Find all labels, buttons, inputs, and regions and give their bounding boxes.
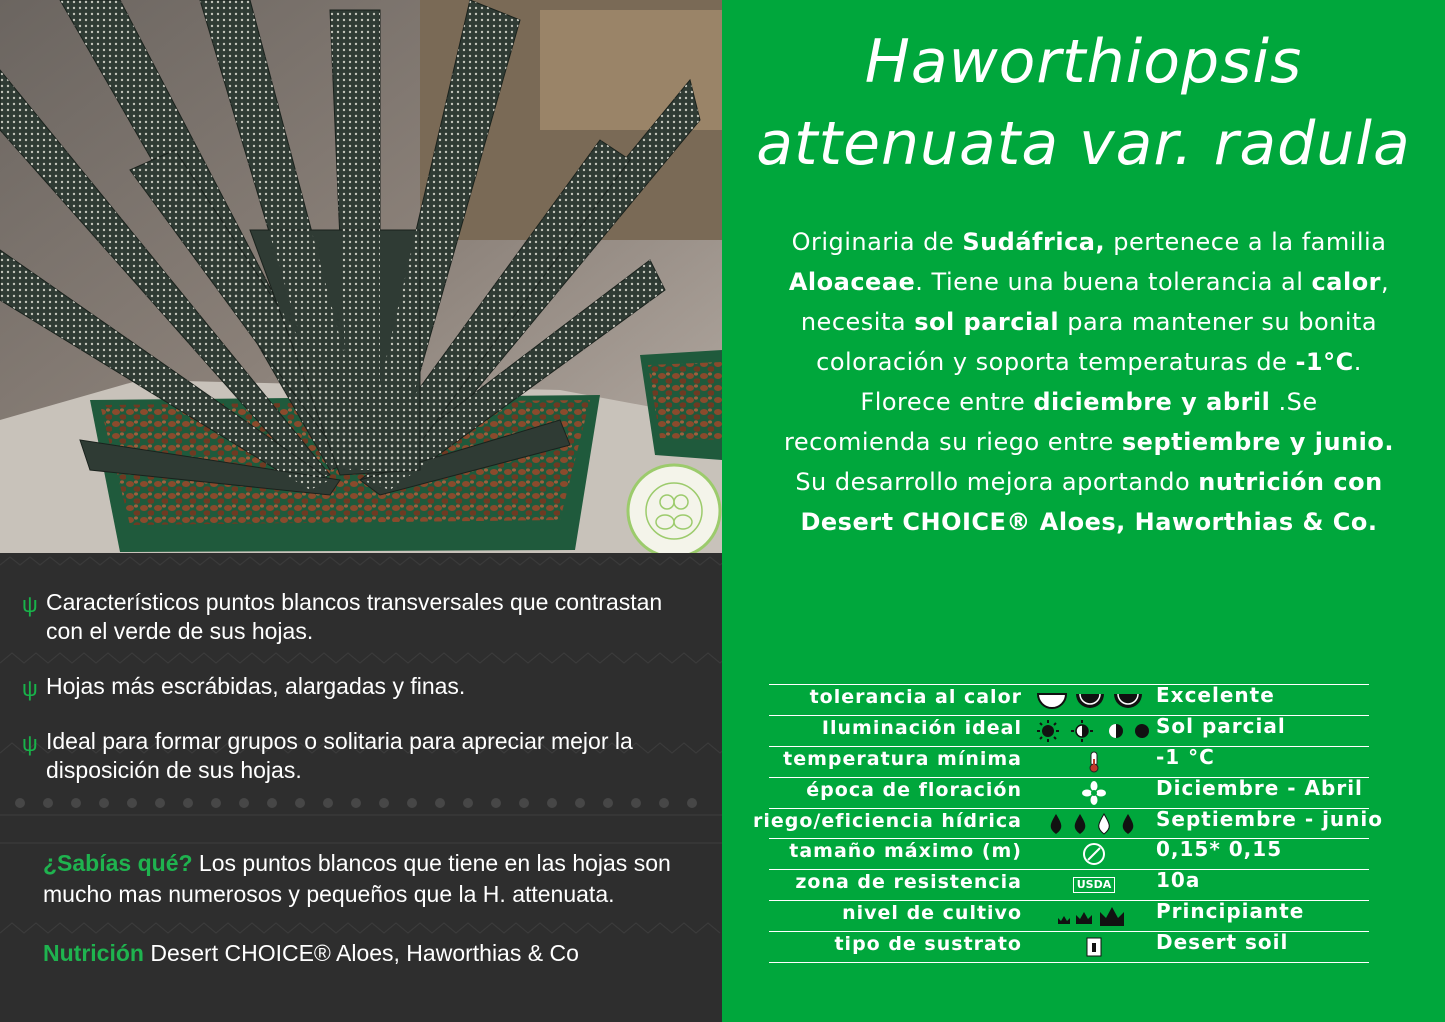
heat-gauge-icon xyxy=(1034,687,1154,713)
plant-photo xyxy=(0,0,722,553)
water-drop-icon xyxy=(1034,811,1154,837)
spec-row-light xyxy=(769,715,1369,746)
spec-value: Excelente xyxy=(1156,683,1275,707)
spec-value: Septiembre - junio xyxy=(1156,806,1384,831)
nutrition-label: Nutrición xyxy=(43,940,144,966)
soil-bag-icon xyxy=(1034,934,1154,960)
features-panel xyxy=(0,553,722,1022)
feature-text: Característicos puntos blancos transversales que contrastan con el verde de sus hojas. xyxy=(46,589,663,644)
spec-row-level xyxy=(769,900,1369,931)
feature-list xyxy=(22,588,702,811)
feature-item xyxy=(22,727,702,785)
spec-row-size xyxy=(769,838,1369,869)
spec-label: nivel de cultivo xyxy=(842,902,1022,925)
feature-text: Ideal para formar grupos o solitaria para apreciar mejor la disposición de sus hojas. xyxy=(46,728,633,783)
spec-row-zone xyxy=(769,869,1369,900)
did-you-know xyxy=(43,848,703,910)
pet-safe-badge-icon xyxy=(625,462,722,553)
nutrition-note xyxy=(43,939,703,968)
species-title-line1: Haworthiopsis xyxy=(864,27,1303,97)
feature-item xyxy=(22,672,702,701)
thermometer-icon xyxy=(1034,749,1154,775)
spec-value: Diciembre - Abril xyxy=(1156,775,1363,800)
cactus-icon: ψ xyxy=(22,592,38,617)
spec-value: Sol parcial xyxy=(1156,713,1286,738)
spec-row-temp xyxy=(769,746,1369,777)
cactus-icon: ψ xyxy=(22,731,38,756)
info-panel xyxy=(722,0,1445,1022)
feature-text: Hojas más escrábidas, alargadas y finas. xyxy=(46,673,466,699)
spec-row-substrate xyxy=(769,931,1369,963)
species-description: Originaria de Sudáfrica, pertenece a la familia Aloaceae. Tiene una buena tolerancia al calor, necesita sol parcial para mantener su bonita coloración y soporta temperaturas de -1°C. Florece entre diciembre y abril .Se recomienda su riego entre septiembre y junio. Su desarrollo mejora aportando nutrición con Desert CHOICE® Aloes, Haworthias & Co. xyxy=(784,228,1394,536)
did-you-know-text: Los puntos blancos que tiene en las hojas son mucho mas numerosos y pequeños que la H. attenuata. xyxy=(43,850,671,907)
spec-label: riego/eficiencia hídrica xyxy=(752,809,1022,832)
spec-row-bloom xyxy=(769,777,1369,808)
spec-label: época de floración xyxy=(806,778,1022,801)
ruler-icon xyxy=(1034,841,1154,867)
spec-label: temperatura mínima xyxy=(783,747,1022,770)
spec-row-water xyxy=(752,806,1384,839)
spec-value: -1 °C xyxy=(1156,744,1215,769)
sun-icon xyxy=(1034,718,1154,744)
species-title-line2: attenuata var. radula xyxy=(756,109,1411,179)
nutrition-text: Desert CHOICE® Aloes, Haworthias & Co xyxy=(143,940,579,966)
cactus-icon: ψ xyxy=(22,676,38,701)
spec-label: zona de resistencia xyxy=(795,871,1022,894)
spec-value: Principiante xyxy=(1156,899,1305,924)
spec-label: tolerancia al calor xyxy=(809,686,1022,708)
spec-row-heat xyxy=(769,684,1369,715)
feature-item xyxy=(22,588,702,646)
spec-value: 10a xyxy=(1156,868,1201,893)
crown-icon xyxy=(1034,903,1154,929)
spec-label: Iluminación ideal xyxy=(821,716,1022,739)
spec-label: tamaño máximo (m) xyxy=(789,840,1022,863)
flower-icon xyxy=(1034,780,1154,806)
plant-photo-illustration xyxy=(0,0,722,553)
did-you-know-label: ¿Sabías qué? xyxy=(43,850,193,876)
left-panel xyxy=(0,0,722,1022)
usda-icon xyxy=(1034,872,1154,898)
spec-value: Desert soil xyxy=(1156,930,1289,955)
spec-table xyxy=(752,683,1384,963)
usda-icon-label: USDA xyxy=(1073,877,1116,893)
pet-safe-badge xyxy=(625,462,722,553)
spec-value: 0,15* 0,15 xyxy=(1156,837,1283,862)
spec-label: tipo de sustrato xyxy=(834,933,1022,956)
